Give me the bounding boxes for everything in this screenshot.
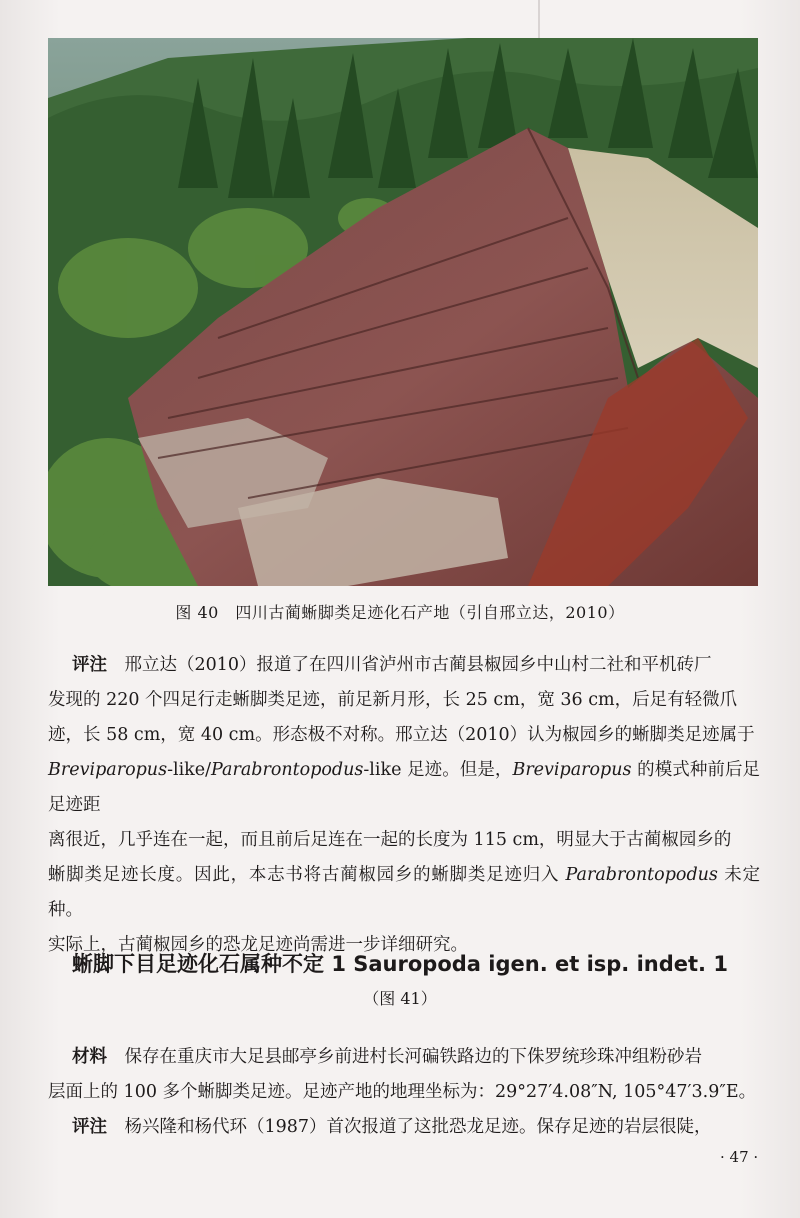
taxon-name: Breviparopus: [48, 760, 168, 780]
fold-shadow: [538, 0, 540, 40]
text-fragment: 蜥脚类足迹长度。因此，本志书将古蔺椒园乡的蜥脚类足迹归入: [48, 865, 566, 885]
text-line: 离很近，几乎连在一起，而且前后足连在一起的长度为 115 cm，明显大于古蔺椒园乡的: [48, 830, 732, 850]
section-heading: [0, 948, 800, 978]
figure-photo: [48, 38, 758, 586]
remark-paragraph-1: [48, 648, 760, 963]
material-label: 材料: [72, 1047, 107, 1067]
text-fragment: 的模式种前后足足迹距: [48, 760, 760, 815]
text-fragment: -like 足迹。但是，: [363, 760, 513, 780]
figure-reference: （图 41）: [363, 989, 437, 1008]
taxon-name: Breviparopus: [512, 760, 632, 780]
taxon-name: Parabrontopodus: [565, 865, 718, 885]
page-number: · 47 ·: [720, 1148, 759, 1166]
remark-label: 评注: [72, 1117, 107, 1137]
text-line: 保存在重庆市大足县邮亭乡前进村长河碥铁路边的下侏罗统珍珠冲组粉砂岩: [124, 1047, 702, 1067]
text-line: 迹，长 58 cm，宽 40 cm。形态极不对称。邢立达（2010）认为椒园乡的蜥脚类足迹属于: [48, 725, 755, 745]
text-line: 实际上，古蔺椒园乡的恐龙足迹尚需进一步详细研究。: [48, 935, 468, 955]
text-fragment: 未定种。: [48, 865, 760, 920]
text-line: 邢立达（2010）报道了在四川省泸州市古蔺县椒园乡中山村二社和平机砖厂: [124, 655, 712, 675]
text-line: 发现的 220 个四足行走蜥脚类足迹，前足新月形，长 25 cm，宽 36 cm，后足有轻微爪: [48, 690, 738, 710]
figure-caption: 图 40 四川古蔺蜥脚类足迹化石产地（引自邢立达，2010）: [175, 603, 625, 622]
heading-chinese: 蜥脚下目足迹化石属种不定 1: [72, 952, 346, 976]
text-fragment: -like/: [167, 760, 212, 780]
remark-label: 评注: [72, 655, 107, 675]
material-paragraph: [48, 1040, 760, 1145]
taxon-name: Parabrontopodus: [211, 760, 364, 780]
heading-latin: Sauropoda igen. et isp. indet. 1: [353, 952, 728, 976]
text-line: 杨兴隆和杨代环（1987）首次报道了这批恐龙足迹。保存足迹的岩层很陡，: [124, 1117, 712, 1137]
text-line: 层面上的 100 多个蜥脚类足迹。足迹产地的地理坐标为：29°27′4.08″N, 105°47′3.9″E。: [48, 1082, 757, 1102]
